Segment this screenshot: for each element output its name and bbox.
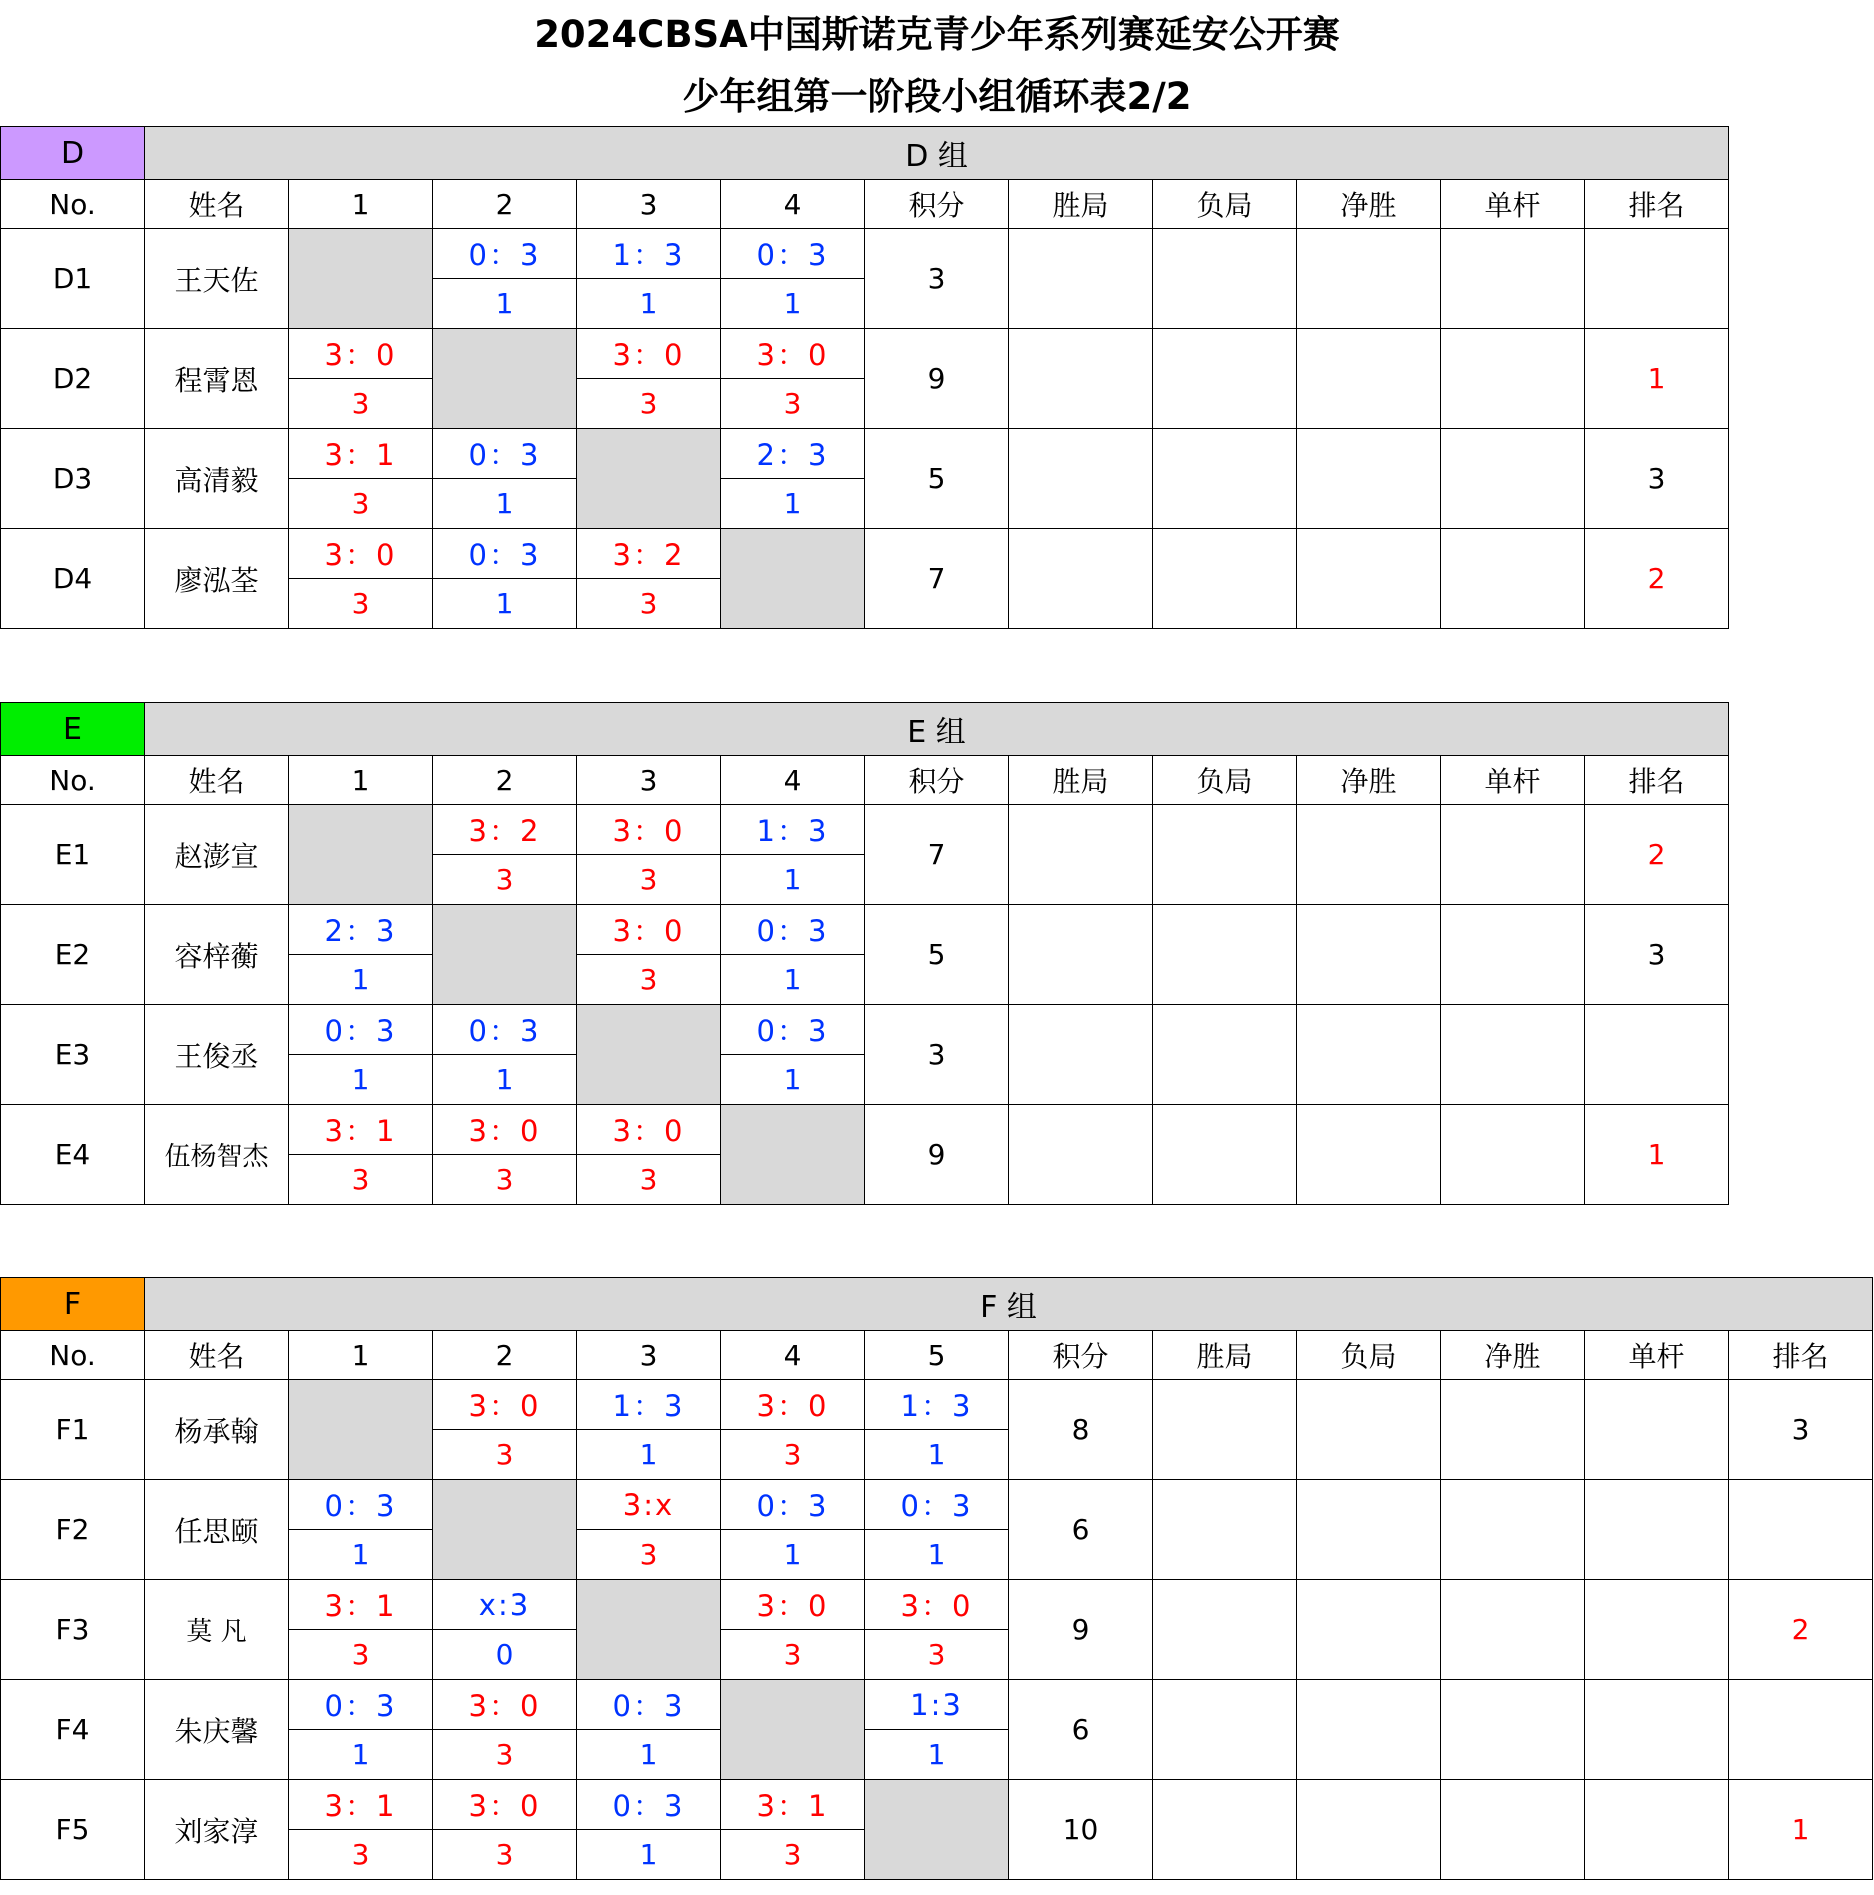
match-score: 0：3: [721, 905, 865, 955]
match-points: 3: [577, 579, 721, 629]
match-points: 1: [289, 1055, 433, 1105]
rank: [1729, 1680, 1873, 1780]
total-points: 7: [865, 529, 1009, 629]
highest-break: [1441, 229, 1585, 329]
player-number: D2: [1, 329, 145, 429]
match-score: 1：3: [577, 229, 721, 279]
frame-difference: [1297, 229, 1441, 329]
player-row: [1, 329, 1729, 379]
column-header: 胜局: [1153, 1331, 1297, 1380]
highest-break: [1585, 1680, 1729, 1780]
match-score: 3：2: [433, 805, 577, 855]
player-row: [1, 805, 1729, 855]
frames-won: [1009, 1005, 1153, 1105]
column-header: 姓名: [145, 1331, 289, 1380]
player-name: 廖泓荃: [145, 529, 289, 629]
rank: 1: [1585, 1105, 1729, 1205]
column-header: 负局: [1153, 756, 1297, 805]
match-score: 1：3: [577, 1380, 721, 1430]
match-points: 3: [721, 379, 865, 429]
frames-won: [1153, 1580, 1297, 1680]
self-match-cell: [289, 805, 433, 905]
group-table-d: [0, 126, 1729, 629]
highest-break: [1441, 905, 1585, 1005]
group-title: E 组: [145, 703, 1729, 756]
column-header: 2: [433, 756, 577, 805]
column-header: 积分: [1009, 1331, 1153, 1380]
frames-lost: [1153, 229, 1297, 329]
player-row: [1, 429, 1729, 479]
self-match-cell: [433, 1480, 577, 1580]
match-points: 3: [289, 479, 433, 529]
player-number: D1: [1, 229, 145, 329]
match-points: 3: [721, 1430, 865, 1480]
player-row: [1, 905, 1729, 955]
match-score: 3：0: [721, 1380, 865, 1430]
match-score: 3：0: [433, 1780, 577, 1830]
player-number: E4: [1, 1105, 145, 1205]
match-points: 1: [865, 1430, 1009, 1480]
player-name: 容梓蘅: [145, 905, 289, 1005]
column-header: 1: [289, 1331, 433, 1380]
match-points: 3: [721, 1830, 865, 1880]
match-score: 0：3: [289, 1680, 433, 1730]
player-row: [1, 1780, 1873, 1830]
match-score: 0：3: [865, 1480, 1009, 1530]
self-match-cell: [433, 905, 577, 1005]
highest-break: [1441, 529, 1585, 629]
column-header: 2: [433, 180, 577, 229]
frames-lost: [1297, 1380, 1441, 1480]
total-points: 5: [865, 429, 1009, 529]
frames-lost: [1153, 429, 1297, 529]
column-header: 积分: [865, 180, 1009, 229]
match-score: 0：3: [577, 1680, 721, 1730]
match-points: 3: [289, 1155, 433, 1205]
total-points: 10: [1009, 1780, 1153, 1880]
match-points: 1: [721, 855, 865, 905]
frame-difference: [1297, 429, 1441, 529]
highest-break: [1441, 429, 1585, 529]
match-points: 1: [433, 479, 577, 529]
highest-break: [1585, 1380, 1729, 1480]
group-header-row: [1, 1278, 1873, 1331]
highest-break: [1585, 1780, 1729, 1880]
match-points: 3: [433, 1730, 577, 1780]
match-score: 0：3: [721, 1005, 865, 1055]
column-header: 负局: [1297, 1331, 1441, 1380]
column-header: 单杆: [1441, 756, 1585, 805]
match-points: 3: [433, 1430, 577, 1480]
match-score: 0：3: [721, 229, 865, 279]
highest-break: [1441, 1105, 1585, 1205]
player-name: 杨承翰: [145, 1380, 289, 1480]
match-points: 3: [721, 1630, 865, 1680]
frame-difference: [1297, 529, 1441, 629]
total-points: 9: [865, 1105, 1009, 1205]
match-score: 0：3: [289, 1480, 433, 1530]
frame-difference: [1441, 1580, 1585, 1680]
match-points: 3: [577, 855, 721, 905]
player-name: 刘家淳: [145, 1780, 289, 1880]
frame-difference: [1441, 1780, 1585, 1880]
match-points: 1: [721, 955, 865, 1005]
column-header: 2: [433, 1331, 577, 1380]
player-number: F4: [1, 1680, 145, 1780]
column-header-row: [1, 1331, 1873, 1380]
match-points: 1: [433, 279, 577, 329]
match-score: 3：0: [721, 1580, 865, 1630]
group-title: F 组: [145, 1278, 1873, 1331]
match-score: 3：0: [865, 1580, 1009, 1630]
player-row: [1, 1105, 1729, 1155]
match-score: 3：1: [289, 429, 433, 479]
total-points: 6: [1009, 1480, 1153, 1580]
player-name: 伍杨智杰: [145, 1105, 289, 1205]
column-header: 排名: [1729, 1331, 1873, 1380]
self-match-cell: [577, 1580, 721, 1680]
frames-lost: [1153, 329, 1297, 429]
match-score: 0：3: [577, 1780, 721, 1830]
rank: [1585, 229, 1729, 329]
group-letter: E: [1, 703, 145, 756]
match-points: 1: [721, 1530, 865, 1580]
match-points: 3: [433, 855, 577, 905]
column-header: 4: [721, 756, 865, 805]
frames-lost: [1297, 1780, 1441, 1880]
rank: 2: [1585, 529, 1729, 629]
match-points: 3: [289, 379, 433, 429]
player-row: [1, 1380, 1873, 1430]
match-score: 3：0: [577, 329, 721, 379]
match-score: 0：3: [721, 1480, 865, 1530]
match-score: 3：2: [577, 529, 721, 579]
page-subtitle: 少年组第一阶段小组循环表2/2: [682, 75, 1192, 118]
frames-lost: [1297, 1480, 1441, 1580]
column-header: 姓名: [145, 756, 289, 805]
column-header: 净胜: [1297, 180, 1441, 229]
column-header: 1: [289, 180, 433, 229]
rank: 3: [1585, 905, 1729, 1005]
player-row: [1, 1480, 1873, 1530]
group-header-row: [1, 703, 1729, 756]
match-points: 1: [721, 1055, 865, 1105]
match-points: 3: [577, 955, 721, 1005]
player-name: 任思颐: [145, 1480, 289, 1580]
highest-break: [1441, 329, 1585, 429]
column-header: No.: [1, 756, 145, 805]
match-points: 3: [433, 1155, 577, 1205]
rank: 3: [1585, 429, 1729, 529]
match-score: x:3: [433, 1580, 577, 1630]
column-header: 3: [577, 1331, 721, 1380]
match-points: 3: [289, 1630, 433, 1680]
match-score: 3：1: [289, 1105, 433, 1155]
group-letter: F: [1, 1278, 145, 1331]
frame-difference: [1297, 1005, 1441, 1105]
match-points: 3: [433, 1830, 577, 1880]
column-header: 排名: [1585, 180, 1729, 229]
highest-break: [1585, 1580, 1729, 1680]
column-header: 3: [577, 180, 721, 229]
player-name: 王俊丞: [145, 1005, 289, 1105]
total-points: 9: [865, 329, 1009, 429]
match-score: 0：3: [433, 529, 577, 579]
column-header: No.: [1, 180, 145, 229]
match-score: 1：3: [865, 1380, 1009, 1430]
frames-lost: [1153, 1105, 1297, 1205]
player-number: F5: [1, 1780, 145, 1880]
self-match-cell: [865, 1780, 1009, 1880]
group-title: D 组: [145, 127, 1729, 180]
match-points: 1: [289, 1530, 433, 1580]
match-score: 3：0: [289, 529, 433, 579]
match-points: 3: [577, 379, 721, 429]
rank: 2: [1585, 805, 1729, 905]
match-points: 3: [577, 1530, 721, 1580]
self-match-cell: [721, 1105, 865, 1205]
match-points: 0: [433, 1630, 577, 1680]
player-number: F1: [1, 1380, 145, 1480]
group-table-f: [0, 1277, 1873, 1880]
rank: [1585, 1005, 1729, 1105]
player-row: [1, 229, 1729, 279]
total-points: 6: [1009, 1680, 1153, 1780]
frames-won: [1009, 429, 1153, 529]
player-name: 高清毅: [145, 429, 289, 529]
column-header: 净胜: [1297, 756, 1441, 805]
match-points: 1: [865, 1730, 1009, 1780]
match-score: 2：3: [721, 429, 865, 479]
player-number: F3: [1, 1580, 145, 1680]
match-score: 1：3: [721, 805, 865, 855]
frame-difference: [1297, 1105, 1441, 1205]
match-points: 3: [289, 579, 433, 629]
column-header: 积分: [865, 756, 1009, 805]
column-header: 胜局: [1009, 756, 1153, 805]
match-score: 0：3: [433, 1005, 577, 1055]
match-points: 3: [577, 1155, 721, 1205]
match-points: 1: [433, 579, 577, 629]
column-header: 4: [721, 1331, 865, 1380]
frame-difference: [1441, 1380, 1585, 1480]
match-points: 1: [289, 1730, 433, 1780]
rank: 1: [1729, 1780, 1873, 1880]
total-points: 9: [1009, 1580, 1153, 1680]
match-points: 1: [865, 1530, 1009, 1580]
column-header: 5: [865, 1331, 1009, 1380]
column-header: 4: [721, 180, 865, 229]
frame-difference: [1297, 905, 1441, 1005]
column-header: No.: [1, 1331, 145, 1380]
player-number: F2: [1, 1480, 145, 1580]
match-score: 3：0: [433, 1105, 577, 1155]
rank: 1: [1585, 329, 1729, 429]
column-header: 负局: [1153, 180, 1297, 229]
frames-won: [1009, 529, 1153, 629]
total-points: 3: [865, 229, 1009, 329]
frames-lost: [1297, 1580, 1441, 1680]
column-header: 单杆: [1441, 180, 1585, 229]
match-score: 3:x: [577, 1480, 721, 1530]
match-points: 1: [577, 279, 721, 329]
match-score: 3：0: [577, 805, 721, 855]
self-match-cell: [433, 329, 577, 429]
match-points: 1: [577, 1730, 721, 1780]
player-number: E1: [1, 805, 145, 905]
highest-break: [1441, 805, 1585, 905]
match-score: 0：3: [289, 1005, 433, 1055]
match-points: 1: [289, 955, 433, 1005]
frames-won: [1009, 1105, 1153, 1205]
column-header: 胜局: [1009, 180, 1153, 229]
player-name: 莫 凡: [145, 1580, 289, 1680]
total-points: 3: [865, 1005, 1009, 1105]
match-score: 2：3: [289, 905, 433, 955]
frames-lost: [1297, 1680, 1441, 1780]
match-score: 1:3: [865, 1680, 1009, 1730]
player-name: 朱庆馨: [145, 1680, 289, 1780]
highest-break: [1585, 1480, 1729, 1580]
frames-won: [1009, 229, 1153, 329]
match-score: 0：3: [433, 229, 577, 279]
column-header: 1: [289, 756, 433, 805]
frames-lost: [1153, 905, 1297, 1005]
page-title: 2024CBSA中国斯诺克青少年系列赛延安公开赛: [534, 13, 1340, 56]
self-match-cell: [577, 429, 721, 529]
match-score: 3：0: [289, 329, 433, 379]
match-score: 3：0: [721, 329, 865, 379]
frame-difference: [1297, 805, 1441, 905]
player-row: [1, 1005, 1729, 1055]
match-points: 1: [577, 1830, 721, 1880]
column-header-row: [1, 756, 1729, 805]
frames-lost: [1153, 805, 1297, 905]
total-points: 5: [865, 905, 1009, 1005]
self-match-cell: [289, 1380, 433, 1480]
match-score: 3：1: [721, 1780, 865, 1830]
player-number: D4: [1, 529, 145, 629]
highest-break: [1441, 1005, 1585, 1105]
column-header: 姓名: [145, 180, 289, 229]
frames-won: [1009, 329, 1153, 429]
frames-lost: [1153, 1005, 1297, 1105]
frames-won: [1153, 1680, 1297, 1780]
frame-difference: [1441, 1680, 1585, 1780]
match-score: 3：0: [433, 1380, 577, 1430]
match-points: 1: [721, 279, 865, 329]
match-points: 3: [865, 1630, 1009, 1680]
match-score: 3：1: [289, 1580, 433, 1630]
column-header: 排名: [1585, 756, 1729, 805]
total-points: 7: [865, 805, 1009, 905]
frames-lost: [1153, 529, 1297, 629]
group-header-row: [1, 127, 1729, 180]
self-match-cell: [721, 1680, 865, 1780]
total-points: 8: [1009, 1380, 1153, 1480]
column-header: 单杆: [1585, 1331, 1729, 1380]
match-score: 3：0: [433, 1680, 577, 1730]
rank: 2: [1729, 1580, 1873, 1680]
frames-won: [1009, 805, 1153, 905]
frame-difference: [1441, 1480, 1585, 1580]
player-name: 赵澎宣: [145, 805, 289, 905]
column-header-row: [1, 180, 1729, 229]
self-match-cell: [577, 1005, 721, 1105]
player-number: E2: [1, 905, 145, 1005]
player-name: 程霄恩: [145, 329, 289, 429]
match-score: 3：0: [577, 1105, 721, 1155]
match-points: 3: [289, 1830, 433, 1880]
match-score: 3：1: [289, 1780, 433, 1830]
column-header: 净胜: [1441, 1331, 1585, 1380]
frames-won: [1153, 1480, 1297, 1580]
player-row: [1, 1680, 1873, 1730]
player-number: E3: [1, 1005, 145, 1105]
rank: 3: [1729, 1380, 1873, 1480]
match-score: 0：3: [433, 429, 577, 479]
match-points: 1: [721, 479, 865, 529]
column-header: 3: [577, 756, 721, 805]
rank: [1729, 1480, 1873, 1580]
match-points: 1: [577, 1430, 721, 1480]
self-match-cell: [721, 529, 865, 629]
player-name: 王天佐: [145, 229, 289, 329]
match-points: 1: [433, 1055, 577, 1105]
frames-won: [1153, 1380, 1297, 1480]
frames-won: [1153, 1780, 1297, 1880]
group-letter: D: [1, 127, 145, 180]
group-table-e: [0, 702, 1729, 1205]
match-score: 3：0: [577, 905, 721, 955]
player-number: D3: [1, 429, 145, 529]
player-row: [1, 529, 1729, 579]
player-row: [1, 1580, 1873, 1630]
frames-won: [1009, 905, 1153, 1005]
frame-difference: [1297, 329, 1441, 429]
self-match-cell: [289, 229, 433, 329]
